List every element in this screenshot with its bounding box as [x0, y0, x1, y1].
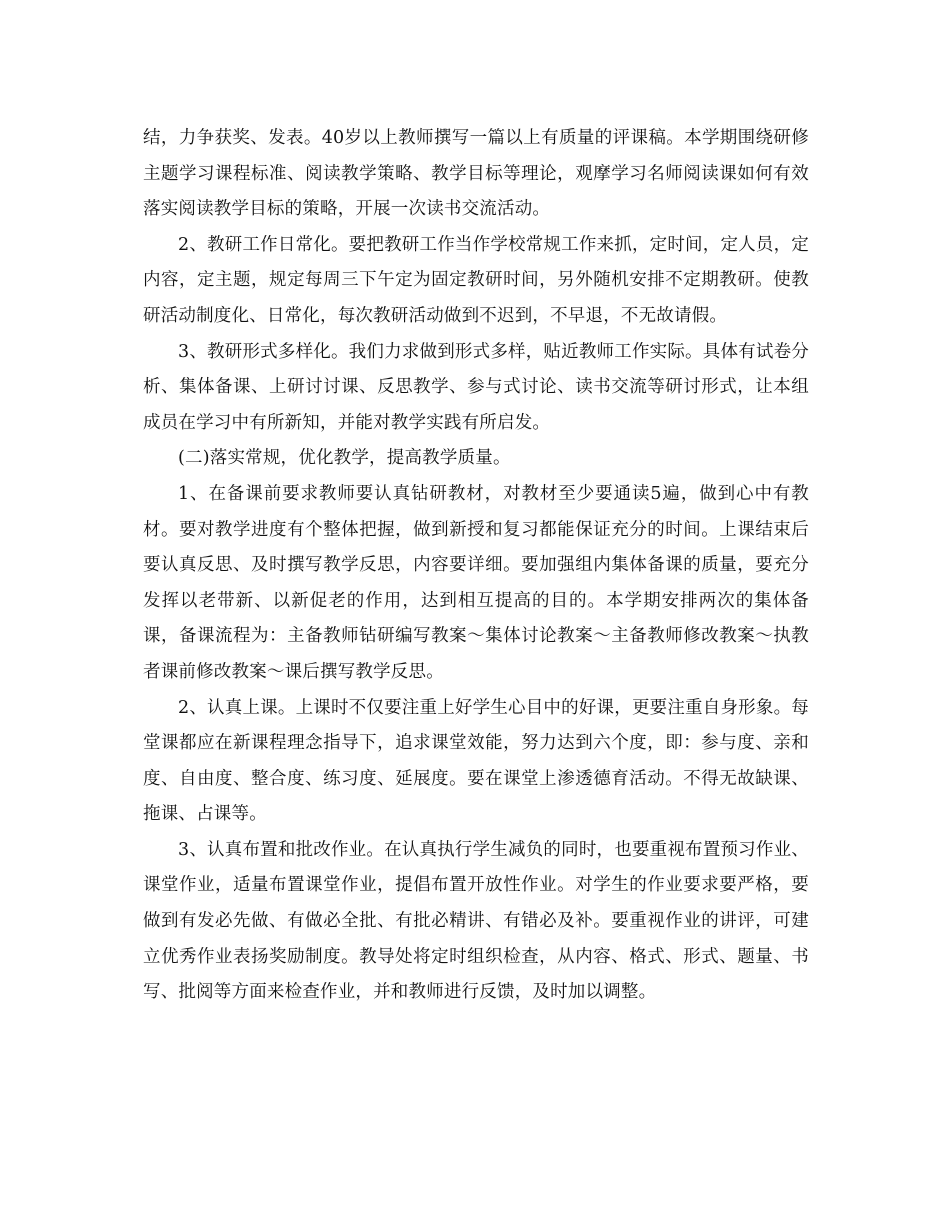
paragraph-6: 2、认真上课。上课时不仅要注重上好学生心目中的好课，更要注重自身形象。每堂课都应在新课程理念指导下，追求课堂效能，努力达到六个度，即：参与度、亲和度、自由度、整合度、练习度、延展度。要在课堂上渗透德育活动。不得无故缺课、拖课、占课等。 [143, 697, 809, 825]
section-heading: (二)落实常规，优化教学，提高教学质量。 [178, 448, 511, 469]
paragraph-3: 3、教研形式多样化。我们力求做到形式多样，贴近教师工作实际。具体有试卷分析、集体备课、上研讨讨课、反思教学、参与式讨论、读书交流等研讨形式，让本组成员在学习中有所新知，并能对教学实践有所启发。 [143, 341, 809, 433]
paragraph-7: 3、认真布置和批改作业。在认真执行学生减负的同时，也要重视布置预习作业、课堂作业，适量布置课堂作业，提倡布置开放性作业。对学生的作业要求要严格，要做到有发必先做、有做必全批、有批必精讲、有错必及补。要重视作业的讲评，可建立优秀作业表扬奖励制度。教导处将定时组织检查，从内容、格式、形式、题量、书写、批阅等方面来检查作业，并和教师进行反馈，及时加以调整。 [143, 839, 809, 1003]
paragraph-2: 2、教研工作日常化。要把教研工作当作学校常规工作来抓，定时间，定人员，定内容，定主题，规定每周三下午定为固定教研时间，另外随机安排不定期教研。使教研活动制度化、日常化，每次教研活动做到不迟到，不早退，不无故请假。 [143, 234, 809, 326]
paragraph-5: 1、在备课前要求教师要认真钻研教材，对教材至少要通读5遍，做到心中有教材。要对教学进度有个整体把握，做到新授和复习都能保证充分的时间。上课结束后要认真反思、及时撰写教学反思，内容要详细。要加强组内集体备课的质量，要充分发挥以老带新、以新促老的作用，达到相互提高的目的。本学期安排两次的集体备课，备课流程为：主备教师钻研编写教案～集体讨论教案～主备教师修改教案～执教者课前修改教案～课后撰写教学反思。 [143, 483, 809, 682]
paragraph-1: 结，力争获奖、发表。40岁以上教师撰写一篇以上有质量的评课稿。本学期围绕研修主题学习课程标准、阅读教学策略、教学目标等理论，观摩学习名师阅读课如何有效落实阅读教学目标的策略，开展一次读书交流活动。 [143, 128, 809, 220]
document-page [143, 121, 809, 1011]
